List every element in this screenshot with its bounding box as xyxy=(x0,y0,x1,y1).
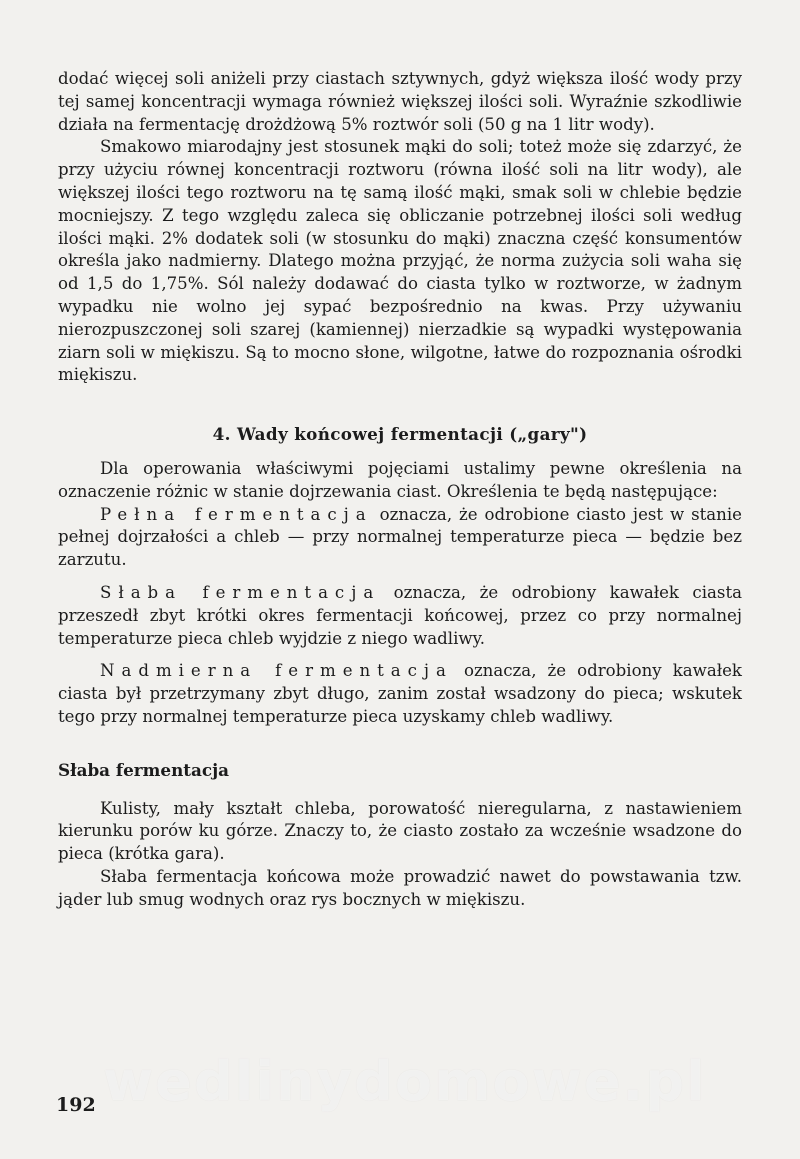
term-weak-fermentation: Słaba fermentacja xyxy=(100,582,381,602)
paragraph-intro-2: Smakowo miarodajny jest stosunek mąki do soli; toteż może się zdarzyć, że przy użyciu równej koncentracji roztworu (równa ilość soli na litr wody), ale większej ilości tego roztworu na tę samą ilość mąki, smak soli w chlebie będzie mocniejszy. Z tego względu zaleca się obliczanie potrzebnej ilości soli według ilości mąki. 2% dodatek soli (w stosunku do mąki) znaczna część konsumentów określa jako nadmierny. Dlatego można przyjąć, że norma zużycia soli waha się od 1,5 do 1,75%. Sól należy dodawać do ciasta tylko w roztworze, w żadnym wypadku nie wolno jej sypać bezpośrednio na kwas. Przy używaniu nierozpuszczonej soli szarej (kamiennej) nierzadkie są wypadki występowania ziarn soli w miękiszu. Są to mocno słone, wilgotne, łatwe do rozpoznania ośrodki miękiszu. xyxy=(58,137,742,385)
definition-text-excessive: oznacza, że odrobiony kawałek ciasta był przetrzymany zbyt długo, zanim został wsadzony do pieca; wskutek tego przy normalnej temperaturze pieca uzyskamy chleb wadliwy. xyxy=(58,661,742,726)
section-intro: Dla operowania właściwymi pojęciami ustalimy pewne określenia na oznaczenie różnic w stanie dojrzewania ciast. Określenia te będą następujące: xyxy=(58,458,742,501)
definition-excessive-fermentation xyxy=(58,660,742,728)
page-number: 192 xyxy=(56,1094,96,1116)
definition-text-weak: oznacza, że odrobiony kawałek ciasta przeszedł zbyt krótki okres fermentacji końcowej, przez co przy normalnej temperaturze pieca chleb wyjdzie z niego wadliwy. xyxy=(58,582,743,648)
definition-weak-fermentation xyxy=(58,582,742,650)
subheading: Słaba fermentacja xyxy=(58,759,230,780)
paragraph-final-1: Kulisty, mały kształt chleba, porowatość nieregularna, z nastawieniem kierunku porów ku górze. Znaczy to, że ciasto zostało za wcześnie wsadzone do pieca (krótka gara). xyxy=(58,798,742,864)
page-text xyxy=(58,68,742,912)
paragraph-intro-1: dodać więcej soli aniżeli przy ciastach sztywnych, gdyż większa ilość wody przy tej samej koncentracji wymaga również większej ilości soli. Wyraźnie szkodliwie działa na fermentację drożdżową 5% roztwór soli (50 g na 1 litr wody). xyxy=(58,69,742,134)
definition-text-full: oznacza, że odrobione ciasto jest w stanie pełnej dojrzałości a chleb — przy normalnej temperaturze pieca — będzie bez zarzutu. xyxy=(58,504,742,570)
term-excessive-fermentation: Nadmierna fermentacja xyxy=(100,661,453,681)
definition-full-fermentation xyxy=(58,504,742,572)
term-full-fermentation: Pełna fermentacja xyxy=(100,504,373,524)
watermark: wedlinydomowe.pl xyxy=(103,1050,707,1113)
section-heading: 4. Wady końcowej fermentacji („gary") xyxy=(212,424,588,445)
paragraph-final-2: Słaba fermentacja końcowa może prowadzić nawet do powstawania tzw. jąder lub smug wodnych oraz rys bocznych w miękiszu. xyxy=(58,866,742,909)
